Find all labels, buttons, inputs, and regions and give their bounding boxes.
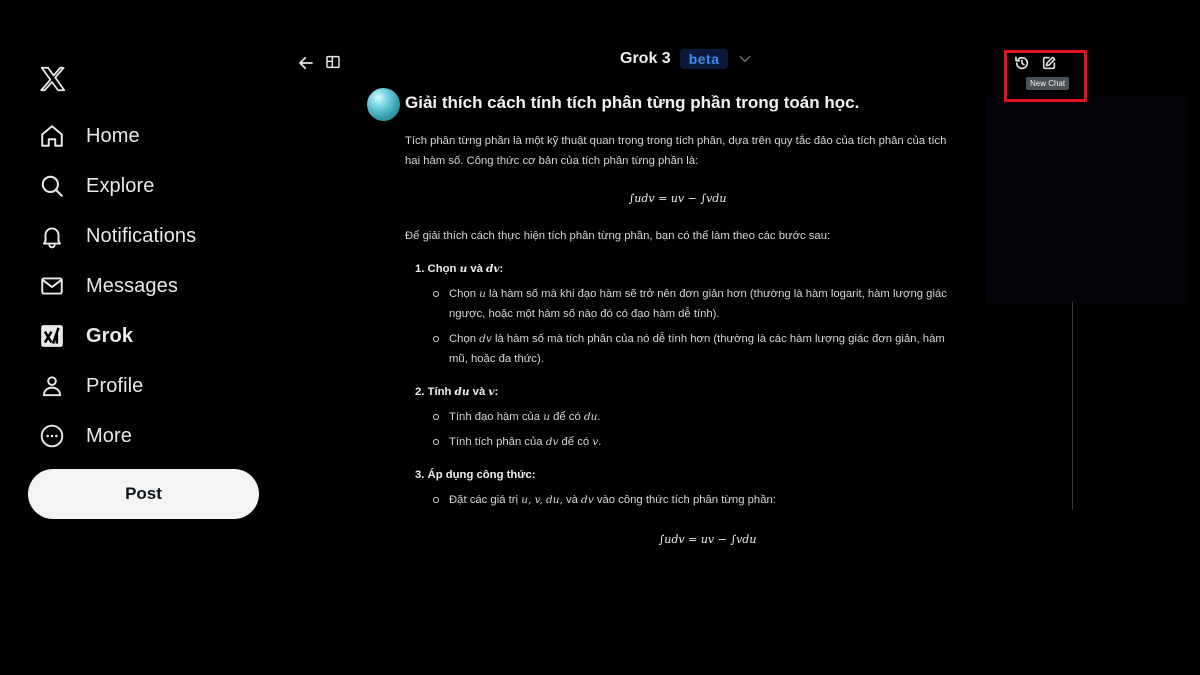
home-icon <box>38 122 66 150</box>
sidebar-item-explore[interactable] <box>38 166 155 206</box>
step-heading: 2. Tính du và v: <box>415 386 499 398</box>
x-logo-icon[interactable] <box>38 64 68 94</box>
grok-icon <box>38 322 66 350</box>
sidebar-item-grok[interactable] <box>38 316 133 356</box>
history-icon[interactable] <box>1014 55 1030 71</box>
user-avatar <box>367 88 400 121</box>
answer-lead: Để giải thích cách thực hiện tích phân từng phần, bạn có thể làm theo các bước sau: <box>405 230 831 242</box>
chevron-down-icon <box>738 52 752 66</box>
more-circle-icon <box>38 422 66 450</box>
answer-intro: Tích phân từng phần là một kỹ thuật quan trọng trong tích phân, dựa trên quy tắc đảo của tích phân của tích hai hàm số. Công thức cơ bản của tích phân từng phần là: <box>405 135 947 167</box>
formula: ∫udv = uv − ∫vdu <box>628 192 727 205</box>
sidebar-item-notifications[interactable] <box>38 216 196 256</box>
person-icon <box>38 372 66 400</box>
list-item: Tính đạo hàm của u để có du. <box>433 407 950 427</box>
bell-icon <box>38 222 66 250</box>
step-bullets <box>433 407 950 452</box>
sidebar-item-label: Home <box>86 124 140 147</box>
search-icon <box>38 172 66 200</box>
sidebar-item-label: Notifications <box>86 224 197 247</box>
sidebar-toggle-icon[interactable] <box>325 54 341 70</box>
formula: ∫udv = uv − ∫vdu <box>658 533 757 546</box>
sidebar-item-label: Explore <box>86 174 155 197</box>
step-bullets <box>433 490 950 510</box>
model-selector[interactable] <box>620 46 752 72</box>
model-name: Grok 3 <box>620 50 671 67</box>
back-arrow-icon[interactable] <box>297 54 315 72</box>
step-heading: 3. Áp dụng công thức: <box>415 469 536 481</box>
sidebar-item-label: Messages <box>86 274 178 297</box>
sidebar-item-profile[interactable] <box>38 366 143 406</box>
list-item: Tính tích phân của dv để có v. <box>433 432 950 452</box>
sidebar-item-label: Grok <box>86 324 134 347</box>
list-item: Chọn dv là hàm số mà tích phân của nó dễ tính hơn (thường là các hàm lượng giác đơn giản, hàm mũ, hoặc đa thức). <box>433 329 950 369</box>
post-button[interactable]: Post <box>28 469 259 519</box>
user-question: Giải thích cách tính tích phân từng phần trong toán học. <box>405 93 860 112</box>
envelope-icon <box>38 272 66 300</box>
sidebar-item-messages[interactable] <box>38 266 178 306</box>
new-chat-icon[interactable] <box>1041 55 1057 71</box>
sidebar <box>0 0 280 675</box>
sidebar-item-label: More <box>86 424 132 447</box>
sidebar-item-home[interactable] <box>38 116 140 156</box>
sidebar-item-label: Profile <box>86 374 144 397</box>
sidebar-item-more[interactable] <box>38 416 132 456</box>
vertical-divider <box>1072 302 1073 510</box>
new-chat-tooltip: New Chat <box>1026 77 1069 90</box>
list-item: Chọn u là hàm số mà khi đạo hàm sẽ trở nên đơn giản hơn (thường là hàm logarit, hàm lượng giác ngược, hoặc một hàm số nào đó có đạo hàm dễ tính). <box>433 284 950 324</box>
grok-answer <box>405 131 950 550</box>
step-heading: 1. Chọn u và dv: <box>415 263 504 275</box>
side-panel <box>986 95 1188 303</box>
beta-badge: beta <box>680 49 729 69</box>
list-item: Đặt các giá trị u, v, du, và dv vào công thức tích phân từng phần: <box>433 490 950 510</box>
step-bullets <box>433 284 950 369</box>
